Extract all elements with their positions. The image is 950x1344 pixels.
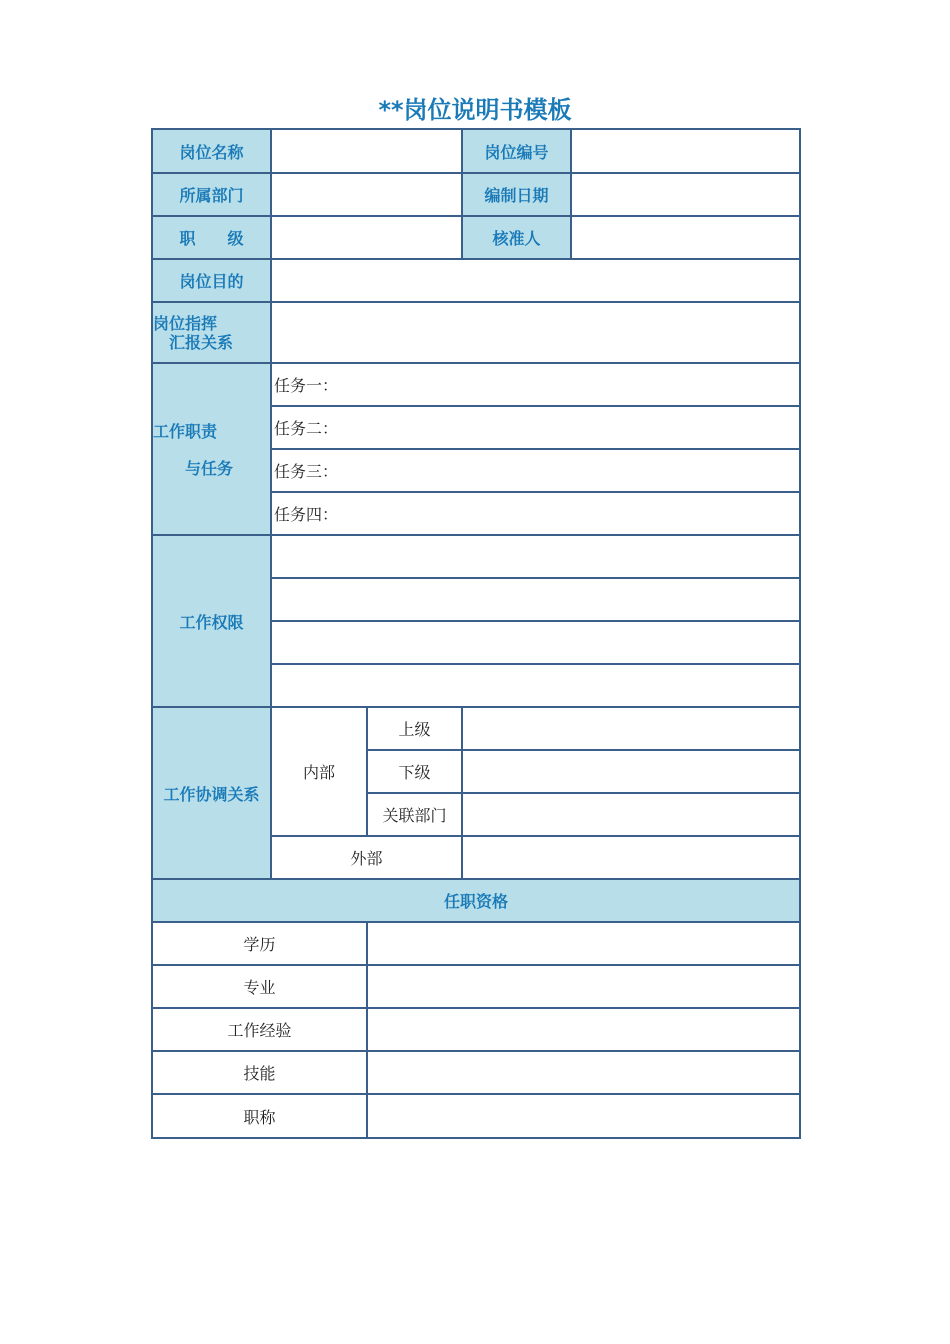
authority-row[interactable] [271, 621, 800, 664]
qualifications-header: 任职资格 [152, 879, 800, 922]
label-prepared-date: 编制日期 [462, 173, 571, 216]
label-authority: 工作权限 [152, 535, 271, 707]
label-reporting [152, 302, 271, 363]
label-level: 职 级 [152, 216, 271, 259]
label-superior: 上级 [367, 707, 462, 750]
label-reporting-line2: 汇报关系 [153, 332, 234, 352]
label-experience: 工作经验 [152, 1008, 367, 1051]
label-department: 所属部门 [152, 173, 271, 216]
field-subordinate[interactable] [462, 750, 800, 793]
authority-row[interactable] [271, 664, 800, 707]
field-reporting[interactable] [271, 302, 800, 363]
field-job-code[interactable] [571, 129, 800, 173]
field-superior[interactable] [462, 707, 800, 750]
field-related-dept[interactable] [462, 793, 800, 836]
label-education: 学历 [152, 922, 367, 965]
label-subordinate: 下级 [367, 750, 462, 793]
field-skills[interactable] [367, 1051, 800, 1094]
field-major[interactable] [367, 965, 800, 1008]
authority-row[interactable] [271, 578, 800, 621]
label-major: 专业 [152, 965, 367, 1008]
label-reporting-line1: 岗位指挥 [153, 313, 218, 333]
task-row[interactable]: 任务二： [271, 406, 800, 449]
label-skills: 技能 [152, 1051, 367, 1094]
label-duties [152, 363, 271, 535]
job-description-table [151, 128, 801, 1139]
field-external[interactable] [462, 836, 800, 879]
task-row[interactable]: 任务一： [271, 363, 800, 406]
label-job-name: 岗位名称 [152, 129, 271, 173]
task-row[interactable]: 任务三： [271, 449, 800, 492]
field-department[interactable] [271, 173, 462, 216]
page-title: **岗位说明书模板 [378, 96, 572, 124]
label-related-dept: 关联部门 [367, 793, 462, 836]
field-job-name[interactable] [271, 129, 462, 173]
task-row[interactable]: 任务四： [271, 492, 800, 535]
label-duties-line1: 工作职责 [153, 422, 218, 441]
label-internal: 内部 [271, 707, 367, 836]
authority-row[interactable] [271, 535, 800, 578]
label-duties-line2: 与任务 [153, 459, 234, 478]
field-title[interactable] [367, 1094, 800, 1138]
label-purpose: 岗位目的 [152, 259, 271, 302]
label-job-code: 岗位编号 [462, 129, 571, 173]
field-education[interactable] [367, 922, 800, 965]
label-coordination: 工作协调关系 [152, 707, 271, 879]
field-experience[interactable] [367, 1008, 800, 1051]
label-external: 外部 [271, 836, 462, 879]
label-approver: 核准人 [462, 216, 571, 259]
label-title: 职称 [152, 1094, 367, 1138]
field-approver[interactable] [571, 216, 800, 259]
field-purpose[interactable] [271, 259, 800, 302]
field-prepared-date[interactable] [571, 173, 800, 216]
field-level[interactable] [271, 216, 462, 259]
